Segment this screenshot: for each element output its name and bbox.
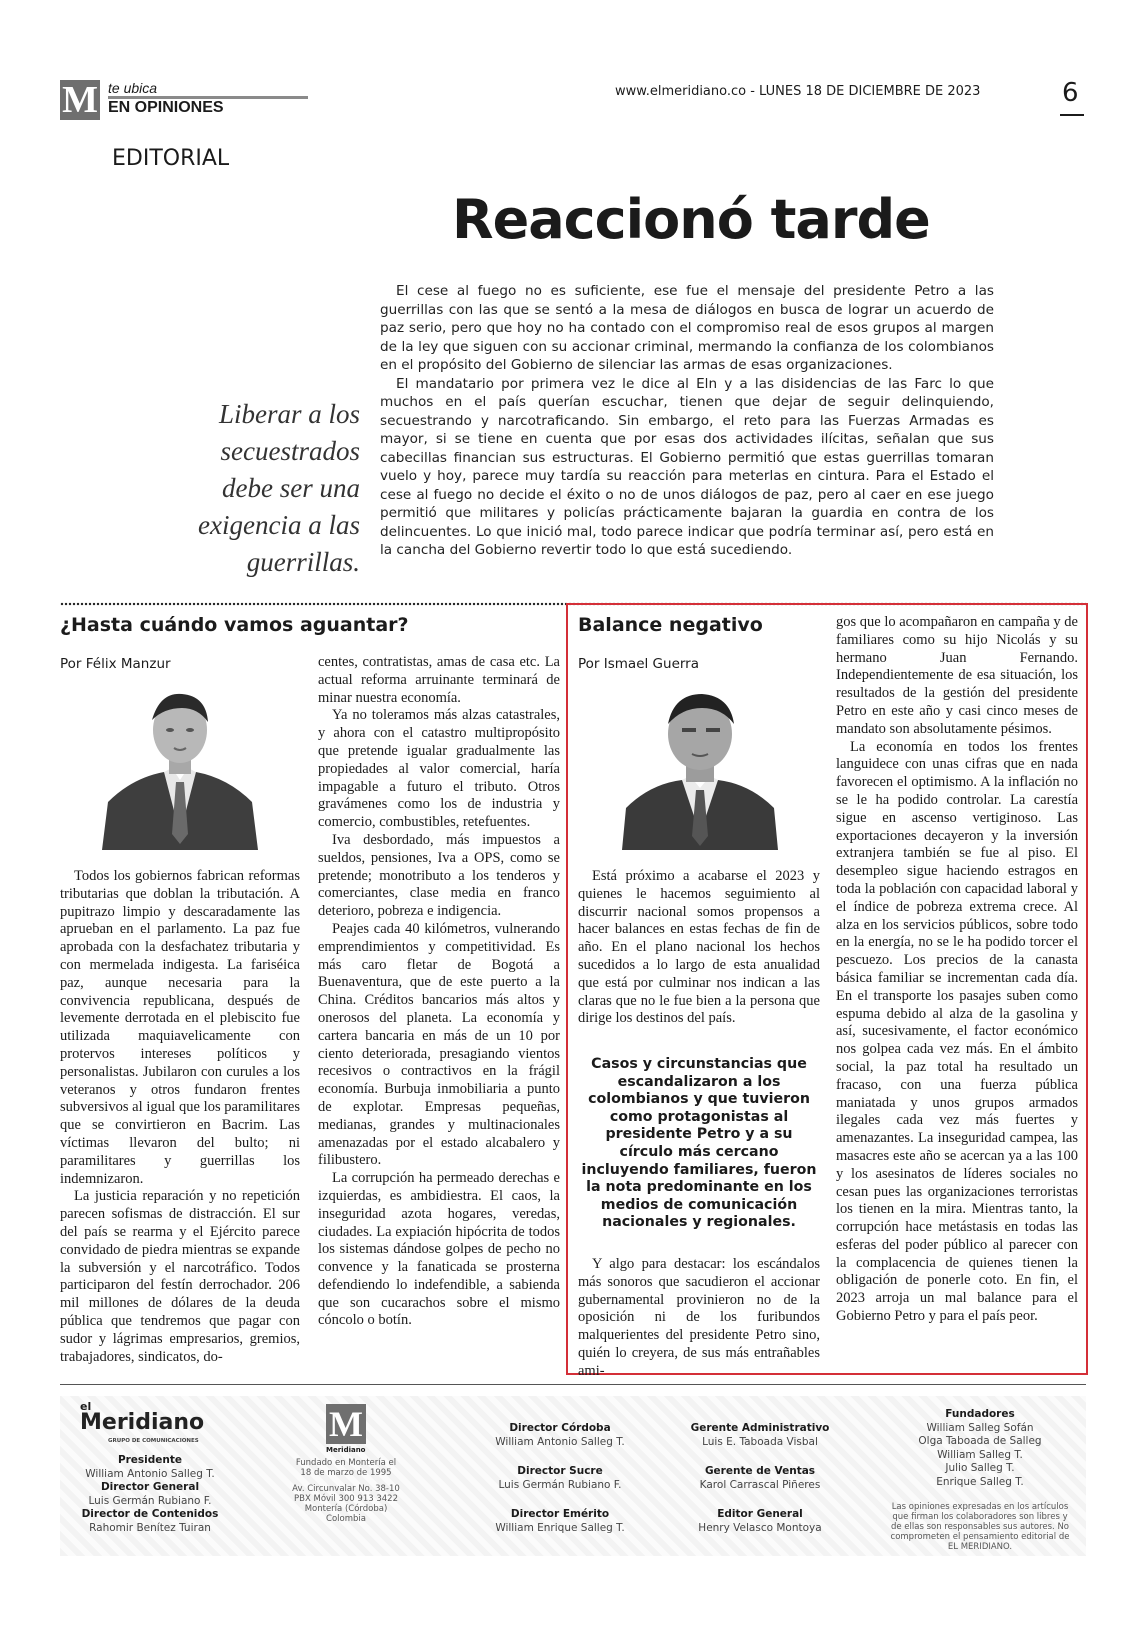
fundador-name: William Salleg T. [937,1448,1023,1461]
column2-paragraph: gos que lo acompañaron en campaña y de familiares como su hijo Nicolás y su hermano Juan Fernando. Independientemente de esa situación, los resultados de la gestión del presidente Petro en este año y casi cinco meses de mandato son absolutamente pésimos. [836,614,1078,737]
tagline-top: te ubica [108,80,158,96]
footer-disclaimer: Las opiniones expresadas en los artículos que firman los colaboradores son libres y de ellas son responsables sus autores. No comprometen el pensamiento editorial de EL MERIDIANO. [890,1502,1070,1552]
column1-paragraph: La justicia reparación y no repetición parecen sofismas de distracción. El sur del país se rearma y el Ejército parece convidado de piedra mientras se expande la subversión y el narcotráfico. Todos participaron del festín derrochador. 206 mil millones de dólares de la deuda pública que tendremos que pagar con sudor y lágrimas empresarios, gremios, trabajadores, sindicatos, do- [60,1188,300,1365]
director-contenidos-label: Director de Contenidos [81,1508,219,1520]
footer-masthead [60,1396,1086,1556]
column2-text-b [578,1256,820,1381]
director-sucre-label: Director Sucre [517,1465,603,1477]
column2-byline: Por Ismael Guerra [578,656,700,672]
header-meta: www.elmeridiano.co - LUNES 18 DE DICIEMBRE DE 2023 [615,84,981,99]
brand-sub: GRUPO DE COMUNICACIONES [108,1438,199,1444]
column1-text-b [318,654,560,1330]
fundadores-label: Fundadores [945,1408,1015,1420]
page-number-rule [1060,114,1084,116]
column1-byline: Por Félix Manzur [60,656,171,672]
editorial-paragraph: El cese al fuego no es suficiente, ese fue el mensaje del presidente Petro a las guerrillas con las que se sentó a la mesa de diálogos en busca de lograr un acuerdo de paz serio, pero que hoy no ha contado con el compromiso real de esos grupos al margen de la ley que siguen con su accionar criminal, mermando la confianza de los colombianos en el propósito del Gobierno de silenciar las armas de esas organizaciones. [380,283,994,373]
brand-name: Meridiano [80,1410,205,1435]
presidente-label: Presidente [117,1454,183,1466]
meridiano-logo-icon: M [60,80,100,120]
gerente-ventas-label: Gerente de Ventas [704,1465,816,1477]
footer-founders [890,1408,1070,1489]
column2-paragraph: Y algo para destacar: los escándalos más sonoros que sacudieron el accionar gubernamental provinieron no de la oposición ni de los furibundos malquerientes del presidente Petro sino, quién lo creyera, de sus más entrañables ami- [578,1256,820,1379]
director-emerito-name: William Enrique Salleg T. [495,1521,625,1534]
brand-el: el [80,1400,92,1413]
column1-paragraph: Peajes cada 40 kilómetros, vulnerando emprendimientos y competitividad. Es más caro fletar de Bogotá a Buenaventura, que de este puerto a la China. Créditos bancarios más altos y onerosos del planeta. La economía y cartera bancaria en más de un 10 por ciento deteriorada, presagiando vientos recesivos o contractivos en la frágil economía. Burbuja inmobiliaria a punto de explotar. Empresas pequeñas, medianas, grandes y multinacionales amenazadas por el estado alcabalero y filibustero. [318,920,560,1169]
fundador-name: Olga Taboada de Salleg [918,1435,1042,1447]
author-photo-guerra [622,684,778,850]
gerente-ventas-name: Karol Carrascal Piñeres [699,1478,821,1491]
column2-paragraph: La economía en todos los frentes languidece con unas cifras que en nada favorecen el optimismo. A la inflación no se le ha podido controlar. La carestía sigue en ascenso vertiginoso. Las exportaciones decayeron y la inversión extranjera también se fue al piso. El desempleo sigue haciendo estragos en toda la población con capacidad laboral y el índice de pobreza extrema crece. Al alza en los servicios públicos, sobre todo en la energía, no se le ha podido torcer el pescuezo. Los precios de la canasta básica familiar se incrementan cada día. En el transporte los pasajes suben como espuma debido al alza de la gasolina y así, sucesivamente, el factor económico nos golpea cada vez más. En el ámbito social, la paz total ha resultado un fracaso, con una fuerza pública maniatada y unos grupos armados ilegales cada vez más fuertes y amenazantes. La inseguridad campea, las masacres este año se acercan ya a las 100 y los asesinatos de líderes sociales no cesan pues las organizaciones terroristas los tienen en la mira. Mientras tanto, la corrupción hace metástasis en todas las esferas del poder público al parecer con la complacencia de quienes tienen la obligación de ponerle coto. En fin, el 2023 arroja un mal balance para el Gobierno Petro y para el país peor. [836,738,1078,1325]
column2-text-a [578,868,820,1028]
footer-leadership [60,1454,240,1535]
column1-paragraph: Iva desbordado, más impuestos a sueldos, pensiones, Iva a OPS, como se pretende; monotributo a los tenderos y comerciantes, clase media en franco deterioro, pobreza e indigencia. [318,831,560,920]
city-text: Montería (Córdoba) Colombia [304,1504,388,1524]
author-photo-manzur [102,684,258,850]
fundador-name: Julio Salleg T. [945,1462,1015,1474]
founded-text: Fundado en Montería el 18 de marzo de 1995 [295,1458,397,1478]
presidente-name: William Antonio Salleg T. [85,1467,215,1480]
logo-small-label: Meridiano [326,1446,366,1454]
column1-paragraph: La corrupción ha permeado derechas e izquierdas, es ambidiestra. El caos, la inseguridad azota hogares, veredas, ciudades. La expiación hipócrita de todos los sistemas dándose golpes de pecho no convence y la fanaticada se prosterna defendiendo lo indefendible, a sabienda que son cucarachos sobre el mismo cóncolo o botín. [318,1170,560,1329]
section-label: EDITORIAL [112,146,230,171]
column2-callout: Casos y circunstancias que escandalizaron a los colombianos y que tuvieron como protagonistas al presidente Petro y a su círculo más cercano incluyendo familiares, fueron la nota predominante en los medios de comunicación nacionales y regionales. [581,1056,817,1231]
column1-paragraph: Todos los gobiernos fabrican reformas tributarias que doblan la tributación. A pupitrazo limpio y descaradamente las aprueban en el parlamento. La paz fue aprobada con la desfachatez tributaria y con mermelada indigesta. La fariséica paz, aunque necesaria para la convivencia republicana, después de levemente derrotada en el plebiscito fue utilizada maquiavelicamente con protervos intereses políticos y personalistas. Jubilaron con curules a los veteranos y otros fundaron frentes subversivos al igual que los paramilitares que se convirtieron en Bacrim. Las víctimas llevaron del bulto; ni paramilitares y guerrillas los indemnizaron. [60,868,300,1187]
footer-directors [480,1422,640,1535]
meridiano-small-logo-icon: M [326,1404,366,1444]
gerente-admin-name: Luis E. Taboada Visbal [702,1435,818,1448]
editorial-paragraph: El mandatario por primera vez le dice al Eln y a las disidencias de las Farc lo que muchos en el país querían escuchar, tienen que dejar de seguir delinquiendo, secuestrando y narcotraficando. Sin embargo, el reto para las Fuerzas Armadas es mayor, si se tiene en cuenta que por esas dos actividades ilícitas, señalan que sus cabecillas financian sus estructuras. El Gobierno permitió que estas guerrillas tomaran vuelo y hoy, parece muy tardía su reacción para meterlas en cintura. Para el Estado el cese al fuego no decide el éxito o no de unos diálogos de paz, pero al caer en ese juego permitió que militares y policías prácticamente bajaran la guardia en contra de los delincuentes. Lo que inició mal, todo parece indicar que podría terminar así, pero está en la cancha del Gobierno revertir todo lo que está sucediendo. [380,375,994,558]
column2-title: Balance negativo [578,614,763,636]
column2-paragraph: Está próximo a acabarse el 2023 y quienes le hacemos seguimiento al discurrir nacional somos propensos a hacer balances en estas fechas de fin de año. En el plano nacional los hechos sucedidos a lo largo de esta anualidad que está por culminar nos indican a las claras que no le fue bien a la persona que dirige los destinos del país. [578,868,820,1027]
editorial-body [380,282,994,560]
founding-info [292,1458,400,1524]
editor-general-label: Editor General [717,1508,803,1520]
director-cordoba-label: Director Córdoba [509,1422,611,1434]
director-cordoba-name: William Antonio Salleg T. [495,1435,625,1448]
column1-paragraph: centes, contratistas, amas de casa etc. La actual reforma arruinante terminará de minar nuestra economía. [318,654,560,706]
footer-managers [680,1422,840,1535]
director-contenidos-name: Rahomir Benítez Tuiran [89,1521,211,1534]
fundador-name: Enrique Salleg T. [936,1475,1024,1488]
editorial-pullquote: Liberar a los secuestrados debe ser una exigencia a las guerrillas. [198,399,360,577]
editor-general-name: Henry Velasco Montoya [698,1521,822,1534]
editorial-headline: Reaccionó tarde [452,188,930,251]
director-general-name: Luis Germán Rubiano F. [88,1494,212,1507]
bottom-rule [60,1384,1086,1385]
column1-text-a [60,868,300,1366]
fundador-name: William Salleg Sofán [926,1421,1034,1434]
director-general-label: Director General [100,1481,200,1493]
director-emerito-label: Director Emérito [510,1508,610,1520]
address-text: Av. Circunvalar No. 38-10 [292,1484,400,1494]
column2-text-c [836,614,1078,1326]
column1-title: ¿Hasta cuándo vamos aguantar? [60,614,409,636]
page-number: 6 [1062,78,1079,108]
director-sucre-name: Luis Germán Rubiano F. [498,1478,622,1491]
tagline-bottom: EN OPINIONES [108,99,224,116]
column1-paragraph: Ya no toleramos más alzas catastrales, y ahora con el catastro multipropósito que pretende igualar gradualmente las propiedades al valor comercial, haría impagable a futuro el tributo. Otros gravámenes como los de industria y comercio, combustibles, retefuentes. [318,707,560,831]
phone-text: PBX Móvil 300 913 3422 [294,1494,398,1504]
gerente-admin-label: Gerente Administrativo [690,1422,830,1434]
